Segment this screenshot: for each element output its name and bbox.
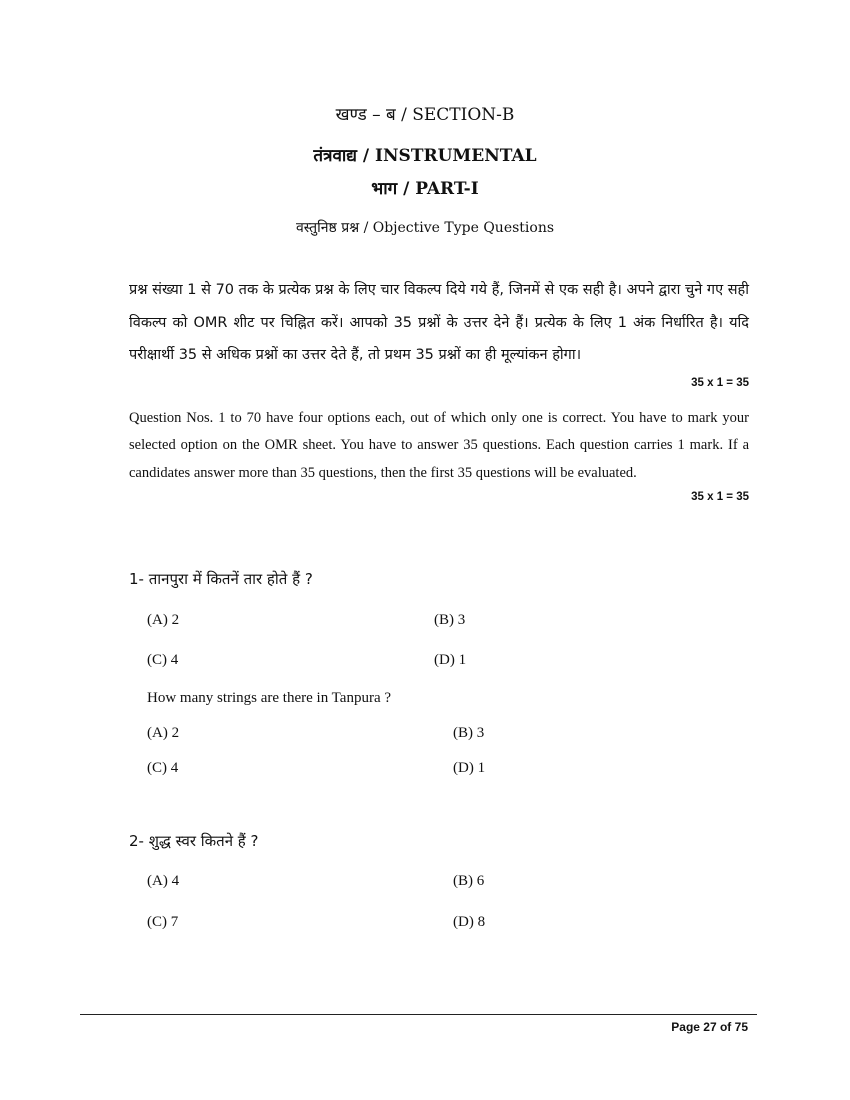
- instructions-hindi: प्रश्न संख्या 1 से 70 तक के प्रत्येक प्रश्न के लिए चार विकल्प दिये गये हैं, जिनमें से एक सही है। अपने द्वारा चुने गए सही विकल्प को OMR शीट पर चिह्नित करें। आपको 35 प्रश्नों के उत्तर देने हैं। प्रत्येक के लिए 1 अंक निर्धारित है। यदि परीक्षार्थी 35 से अधिक प्रश्नों का उत्तर देते हैं, तो प्रथम 35 प्रश्नों का ही मूल्यांकन होगा।: [129, 282, 749, 363]
- q1-hindi-option-a: (A) 2: [147, 612, 180, 628]
- question-1-english: How many strings are there in Tanpura ?: [147, 690, 392, 706]
- q1-english-option-c: (C) 4: [147, 760, 179, 776]
- page-number: Page 27 of 75: [671, 1020, 748, 1034]
- q1-hindi-option-b: (B) 3: [434, 612, 466, 628]
- q1-english-option-a: (A) 2: [147, 725, 180, 741]
- section-heading: खण्ड – ब / SECTION-B: [335, 105, 515, 125]
- q2-hindi-option-d: (D) 8: [453, 914, 486, 930]
- q2-hindi-option-c: (C) 7: [147, 914, 179, 930]
- question-1-hindi: 1- तानपुरा में कितनें तार होते हैं ?: [129, 570, 313, 588]
- footer-divider: [80, 1014, 757, 1015]
- marks-english: 35 x 1 = 35: [691, 491, 749, 503]
- q1-hindi-option-d: (D) 1: [434, 652, 467, 668]
- q2-hindi-option-a: (A) 4: [147, 873, 180, 889]
- question-2-hindi: 2- शुद्ध स्वर कितने हैं ?: [129, 832, 259, 850]
- q1-english-option-d: (D) 1: [453, 760, 486, 776]
- question-type-heading: वस्तुनिष्ठ प्रश्न / Objective Type Questions: [295, 220, 555, 236]
- part-heading: भाग / PART-I: [371, 179, 479, 199]
- instructions-english: Question Nos. 1 to 70 have four options each, out of which only one is correct. You have to mark your selected option on the OMR sheet. You have to answer 35 questions. Each question carries 1 mark. If a candidates answer more than 35 questions, then the first 35 questions will be evaluated.: [129, 410, 749, 481]
- q1-english-option-b: (B) 3: [453, 725, 485, 741]
- q2-hindi-option-b: (B) 6: [453, 873, 485, 889]
- marks-hindi: 35 x 1 = 35: [691, 377, 749, 389]
- q1-hindi-option-c: (C) 4: [147, 652, 179, 668]
- subject-heading: तंत्रवाद्य / INSTRUMENTAL: [313, 146, 537, 166]
